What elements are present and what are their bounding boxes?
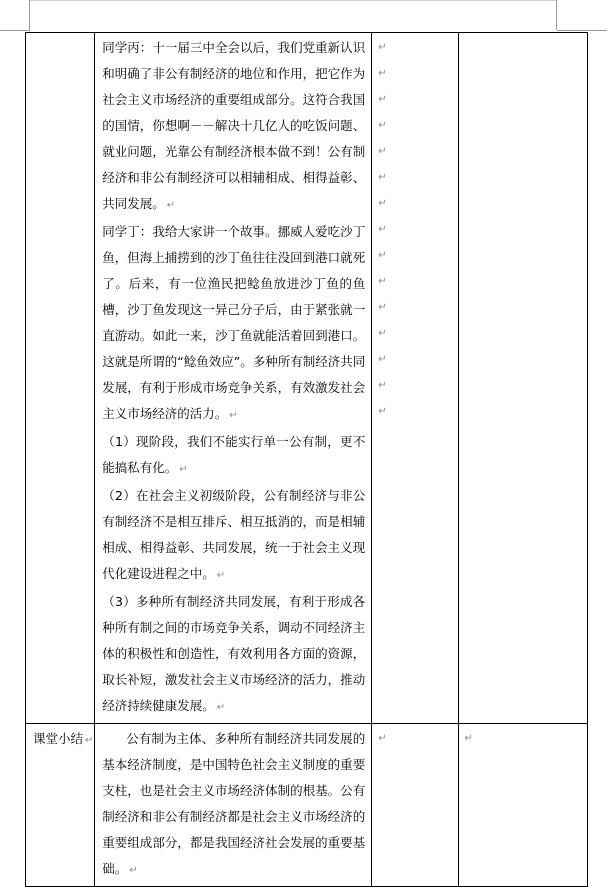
paragraph-mark-icon: ↵ (378, 733, 387, 744)
paragraph-mark-icon: ↵ (216, 570, 226, 581)
paragraph-mark-icon: ↵ (378, 120, 387, 131)
summary-content-cell (95, 724, 372, 887)
table-row-activity (26, 33, 588, 724)
paragraph-mark-icon: ↵ (378, 276, 387, 287)
paragraph-mark-icon: ↵ (378, 302, 387, 313)
paragraph-mark-icon: ↵ (166, 200, 176, 211)
paragraph-mark-icon: ↵ (229, 410, 238, 421)
paragraph-point-3: （3）多种所有制经济共同发展，有利于形成各种所有制之间的市场竞争关系，调动不同经济主体的积极性和创造性，有效利用各方面的资源，取长补短，激发社会主义市场经济的活力，推动经济持续健康发展。 ↵ (102, 594, 366, 713)
summary-label: 课堂小结 (33, 731, 84, 746)
paragraph-marks-column (372, 33, 457, 425)
crop-mark-left-h (0, 30, 30, 31)
paragraph-mark-icon: ↵ (179, 464, 188, 475)
summary-text: 公有制为主体、多种所有制经济共同发展的基本经济制度，是中国特色社会主义制度的重要支柱，也是社会主义市场经济体制的根基。公有制经济和非公有制经济都是社会主义市场经济的重要组成部分，都是我国经济社会发展的重要基础。 ↵ (102, 731, 366, 876)
paragraph-mark-icon: ↵ (378, 94, 387, 105)
paragraph-mark-icon: ↵ (378, 328, 387, 339)
top-rule (30, 0, 556, 1)
paragraph-student-bing: 同学丙：十一届三中全会以后，我们党重新认识和明确了非公有制经济的地位和作用，把它作为社会主义市场经济的重要组成部分。这符合我国的国情，你想啊－－解决十几亿人的吃饭问题、就业问题，光靠公有制经济根本做不到！公有制经济和非公有制经济可以相辅相成、相得益彰、共同发展。 ↵ (102, 40, 366, 211)
crop-mark-right-h (557, 30, 607, 31)
table-row-summary (26, 724, 588, 887)
summary-marks-cell (372, 724, 458, 887)
paragraph-mark-icon: ↵ (85, 735, 94, 746)
paragraph-mark-icon: ↵ (378, 172, 387, 183)
paragraph-mark-icon: ↵ (378, 354, 387, 365)
paragraph-mark-icon: ↵ (378, 68, 387, 79)
paragraph-mark-icon: ↵ (378, 406, 387, 417)
label-cell-empty (26, 33, 95, 724)
paragraph-mark-icon: ↵ (378, 250, 387, 261)
paragraph-mark-icon: ↵ (378, 42, 387, 53)
paragraph-mark-icon: ↵ (378, 380, 387, 391)
marks-cell (372, 33, 458, 724)
paragraph-mark-icon: ↵ (378, 198, 387, 209)
paragraph-mark-icon: ↵ (129, 865, 138, 876)
empty-cell (458, 33, 587, 724)
content-cell (95, 33, 372, 724)
paragraph-point-2: （2）在社会主义初级阶段，公有制经济与非公有制经济不是相互排斥、相互抵消的，而是相辅相成、相得益彰、共同发展，统一于社会主义现代化建设进程之中。 ↵ (102, 488, 366, 581)
paragraph-mark-icon: ↵ (216, 702, 226, 713)
crop-mark-right-v (556, 0, 557, 30)
paragraph-student-ding: 同学丁：我给大家讲一个故事。挪威人爱吃沙丁鱼，但海上捕捞到的沙丁鱼往往没回到港口就死了。后来，有一位渔民把鲶鱼放进沙丁鱼的鱼槽，沙丁鱼发现这一异己分子后，由于紧张就一直游动。如此一来，沙丁鱼就能活着回到港口。这就是所谓的“鲶鱼效应”。多种所有制经济共同发展，有利于形成市场竞争关系，有效激发社会主义市场经济的活力。 ↵ (102, 224, 366, 421)
lesson-table (25, 32, 588, 887)
summary-label-cell (26, 724, 95, 887)
paragraph-point-1: （1）现阶段，我们不能实行单一公有制，更不能搞私有化。 ↵ (102, 434, 366, 475)
crop-mark-left-v (29, 0, 30, 30)
paragraph-mark-icon: ↵ (378, 224, 387, 235)
summary-empty-cell (458, 724, 587, 887)
paragraph-mark-icon: ↵ (464, 733, 473, 744)
paragraph-mark-icon: ↵ (378, 146, 387, 157)
